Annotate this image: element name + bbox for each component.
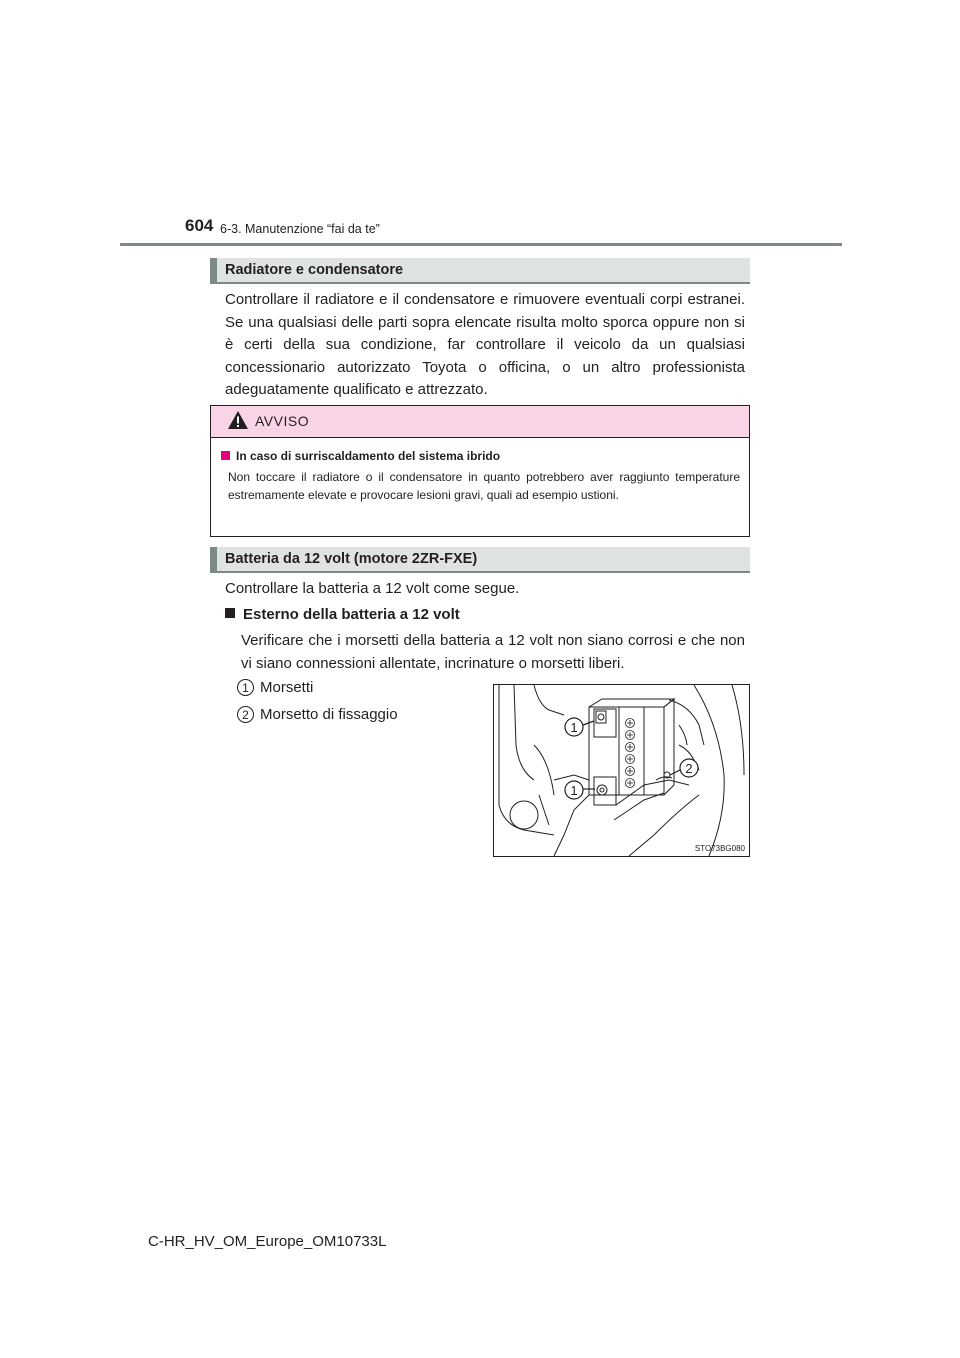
- warning-box: [210, 405, 750, 537]
- header-rule: [120, 243, 842, 246]
- section-header: 6-3. Manutenzione “fai da te”: [220, 222, 380, 236]
- heading-accent: [210, 258, 217, 282]
- warning-triangle-icon: [227, 410, 249, 430]
- intro-batteria: Controllare la batteria a 12 volt come segue.: [225, 580, 520, 597]
- pink-square-bullet-icon: [221, 451, 230, 460]
- sub-heading-text: Esterno della batteria a 12 volt: [243, 606, 460, 623]
- square-bullet-icon: [225, 608, 235, 618]
- page-number: 604: [185, 216, 214, 235]
- paragraph-radiatore: Controllare il radiatore e il condensatore e rimuovere eventuali corpi estranei. Se una qualsiasi delle parti sopra elencate risulta molto sporca oppure non si è certi della sua condizione, far controllare il veicolo da un qualsiasi concessionario autorizzato Toyota o officina, o un altro professionista adeguatamente qualificato e attrezzato.: [225, 291, 745, 398]
- heading-radiatore: [210, 258, 750, 284]
- callout-label: 1: [570, 783, 578, 798]
- figure-id: STO73BG080: [694, 844, 745, 853]
- number-2-icon: 2: [237, 706, 254, 723]
- paragraph-esterno: Verificare che i morsetti della batteria a 12 volt non siano corrosi e che non vi siano connessioni allentate, incrinature o morsetti liberi.: [241, 632, 745, 672]
- battery-drawing: [494, 685, 749, 856]
- legend-item: [237, 706, 398, 723]
- legend-item: [237, 679, 313, 696]
- number-1-icon: 1: [237, 679, 254, 696]
- callout-label: 2: [685, 761, 693, 776]
- warning-header: [211, 406, 749, 438]
- callout-label: 1: [570, 720, 578, 735]
- warning-subtitle-text: In caso di surriscaldamento del sistema ibrido: [236, 449, 501, 463]
- heading-batteria: [210, 547, 750, 573]
- footer-doc-id: C-HR_HV_OM_Europe_OM10733L: [148, 1233, 387, 1250]
- heading-title: Batteria da 12 volt (motore 2ZR-FXE): [225, 551, 478, 567]
- warning-label: AVVISO: [255, 413, 310, 429]
- heading-title: Radiatore e condensatore: [225, 262, 404, 278]
- warning-text: Non toccare il radiatore o il condensatore in quanto potrebbero aver raggiunto temperature estremamente elevate e provocare lesioni gravi, quali ad esempio ustioni.: [228, 470, 740, 502]
- legend-label: Morsetti: [260, 679, 314, 696]
- battery-illustration: [493, 684, 750, 857]
- sub-heading-esterno: [225, 606, 460, 623]
- warning-subtitle: [221, 449, 500, 463]
- heading-accent: [210, 547, 217, 571]
- legend-label: Morsetto di fissaggio: [260, 706, 398, 723]
